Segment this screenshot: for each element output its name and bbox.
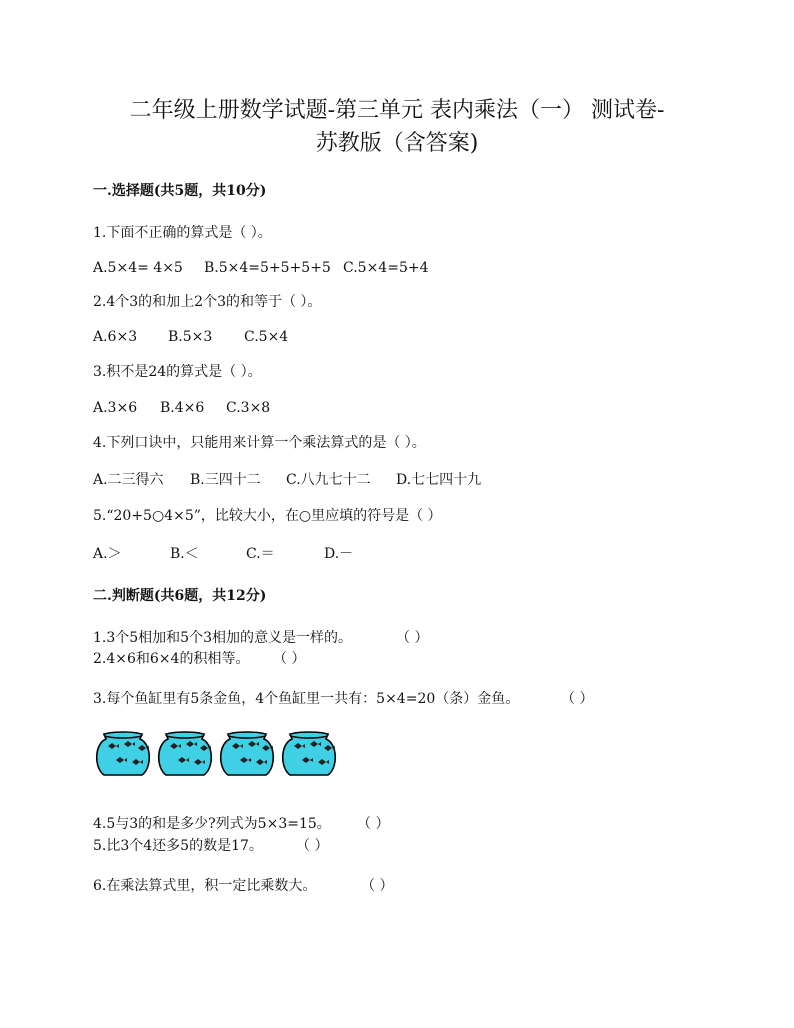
judge-4-text: 4.5与3的和是多少?列式为5×3=15。 bbox=[93, 816, 331, 832]
judge-1-text: 1.3个5相加和5个3相加的意义是一样的。 bbox=[93, 630, 352, 646]
judge-5-answer-paren: （ ） bbox=[296, 838, 329, 854]
judge-3-text: 3.每个鱼缸里有5条金鱼，4个鱼缸里一共有：5×4=20（条）金鱼。 bbox=[93, 691, 520, 707]
fishbowl-icon bbox=[97, 732, 150, 775]
question-5-option-d: D.－ bbox=[324, 546, 354, 562]
question-2-option-b: B.5×3 bbox=[168, 329, 213, 345]
question-2-option-c: C.5×4 bbox=[244, 329, 289, 345]
question-4-option-c: C.八九七十二 bbox=[286, 472, 371, 488]
question-1-text: 1.下面不正确的算式是（ ）。 bbox=[93, 225, 272, 241]
judge-2-text: 2.4×6和6×4的积相等。 bbox=[93, 651, 250, 667]
question-4-option-a: A.二三得六 bbox=[93, 472, 164, 488]
judge-4-answer-paren: （ ） bbox=[357, 816, 390, 832]
question-1-option-b: B.5×4=5+5+5+5 bbox=[204, 260, 331, 276]
question-5-option-b: B.＜ bbox=[170, 546, 199, 562]
question-5-option-c: C.＝ bbox=[246, 546, 275, 562]
fishbowl-icon bbox=[159, 732, 212, 775]
question-2-text: 2.4个3的和加上2个3的和等于（ ）。 bbox=[93, 294, 322, 310]
section1-heading: 一.选择题(共5题，共10分) bbox=[93, 183, 267, 199]
question-4-option-b: B.三四十二 bbox=[190, 472, 261, 488]
judge-2-answer-paren: （ ） bbox=[273, 651, 306, 667]
fishbowl-figure bbox=[94, 730, 338, 780]
question-3-text: 3.积不是24的算式是（ ）。 bbox=[93, 364, 262, 380]
section2-heading: 二.判断题(共6题，共12分) bbox=[93, 588, 267, 604]
question-5-option-a: A.＞ bbox=[93, 546, 122, 562]
page-title-line2: 苏教版（含答案) bbox=[315, 131, 479, 156]
question-4-text: 4.下列口诀中，只能用来计算一个乘法算式的是（ ）。 bbox=[93, 435, 426, 451]
question-1-option-c: C.5×4=5+4 bbox=[343, 260, 429, 276]
judge-1-answer-paren: （ ） bbox=[396, 630, 429, 646]
fishbowl-icon bbox=[221, 732, 274, 775]
question-3-option-a: A.3×6 bbox=[93, 400, 138, 416]
question-3-option-b: B.4×6 bbox=[160, 400, 205, 416]
question-2-option-a: A.6×3 bbox=[93, 329, 138, 345]
judge-3-answer-paren: （ ） bbox=[561, 691, 594, 707]
question-3-option-c: C.3×8 bbox=[226, 400, 271, 416]
question-5-text: 5.“20+5○4×5”，比较大小，在○里应填的符号是（ ） bbox=[93, 508, 442, 524]
judge-6-text: 6.在乘法算式里，积一定比乘数大。 bbox=[93, 878, 317, 894]
judge-6-answer-paren: （ ） bbox=[361, 878, 394, 894]
page-title-line1: 二年级上册数学试题-第三单元 表内乘法（一） 测试卷- bbox=[129, 98, 665, 123]
question-1-option-a: A.5×4= 4×5 bbox=[93, 260, 183, 276]
fishbowl-icon bbox=[283, 732, 336, 775]
judge-5-text: 5.比3个4还多5的数是17。 bbox=[93, 838, 263, 854]
question-4-option-d: D.七七四十九 bbox=[396, 472, 482, 488]
